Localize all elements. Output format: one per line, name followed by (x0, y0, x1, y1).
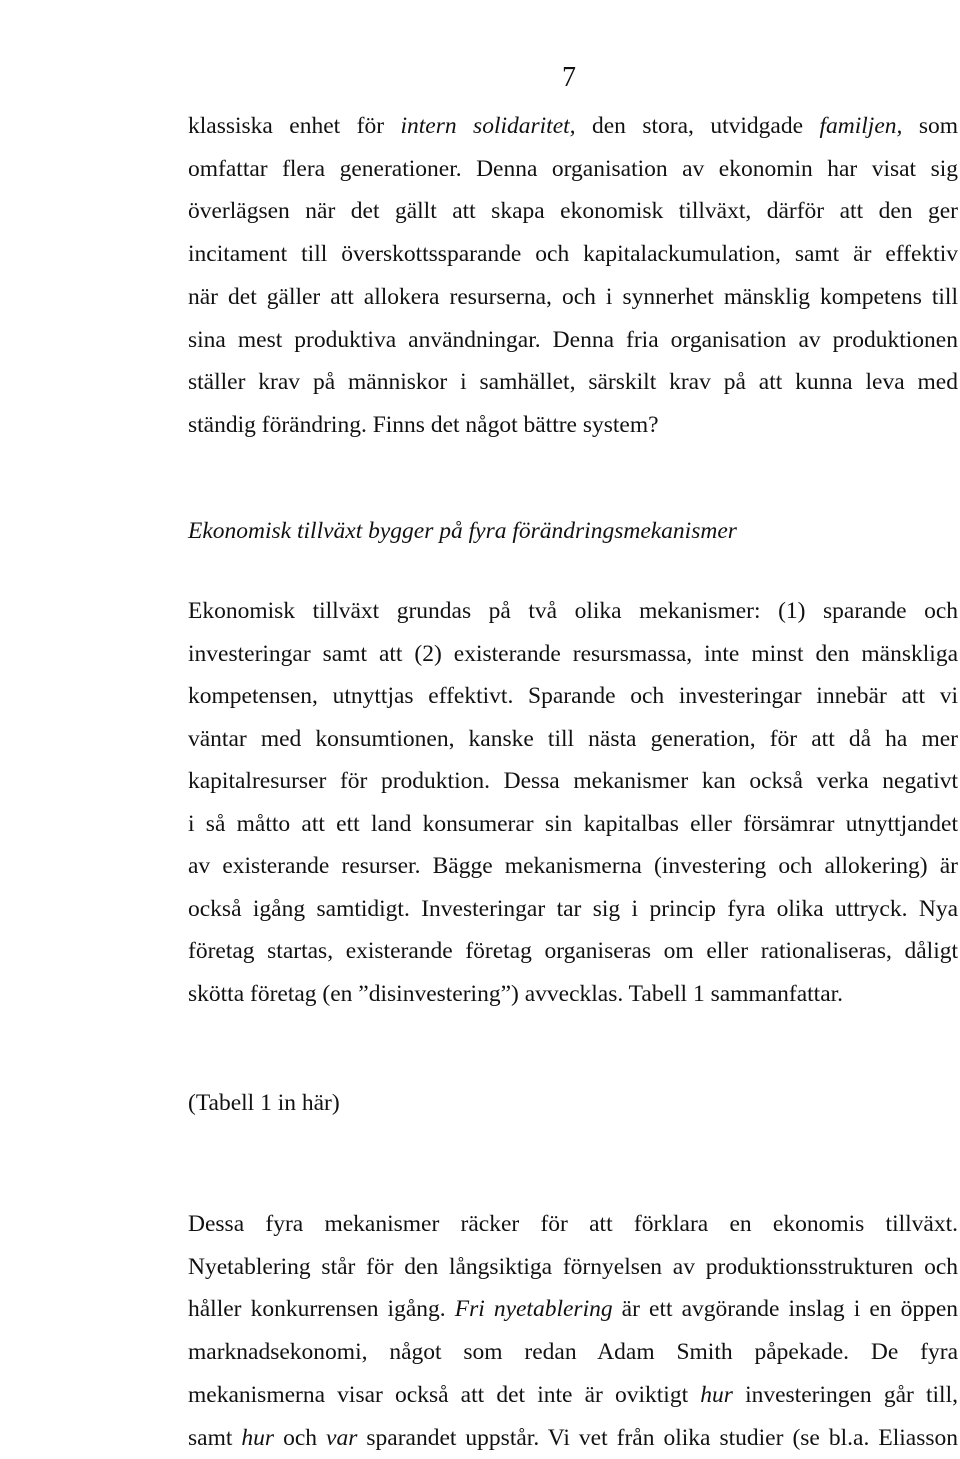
paragraph-2-line-7: av existerande resurser. Bägge mekanismerna (investering och allokering) är (188, 853, 958, 879)
paragraph-1-line-5: när det gäller att allokera resurserna, och i synnerhet mänsklig kompetens till (188, 283, 958, 310)
paragraph-3-line-2: Nyetablering står för den långsiktiga förnyelsen av produktionsstrukturen och (188, 1253, 958, 1280)
section-heading: Ekonomisk tillväxt bygger på fyra förändringsmekanismer (188, 518, 737, 544)
paragraph-2-line-6: i så måtto att ett land konsumerar sin kapitalbas eller försämrar utnyttjandet (188, 810, 958, 837)
paragraph-3-line-3: håller konkurrensen igång. Fri nyetablering är ett avgörande inslag i en öppen (188, 1296, 959, 1323)
emphasis-hur-2: hur (241, 1424, 275, 1451)
table-placeholder: (Tabell 1 in här) (188, 1090, 340, 1116)
paragraph-1-line-7: ställer krav på människor i samhället, särskilt krav på att kunna leva med (188, 369, 958, 396)
paragraph-2-line-3: kompetensen, utnyttjas effektivt. Sparande och investeringar innebär att vi (188, 683, 958, 709)
paragraph-2 (188, 590, 958, 1015)
paragraph-2-line-9: företag startas, existerande företag organiseras om eller rationaliseras, dåligt (188, 938, 958, 964)
emphasis-fri-nyetablering: Fri nyetablering (454, 1296, 613, 1323)
emphasis-var: var (326, 1424, 358, 1451)
paragraph-1-line-1: klassiska enhet för intern solidaritet, den stora, utvidgade familjen, som (188, 113, 959, 139)
paragraph-1-line-6: sina mest produktiva användningar. Denna fria organisation av produktionen (188, 326, 958, 353)
paragraph-1-line-2: omfattar flera generationer. Denna organisation av ekonomin har visat sig (188, 155, 958, 182)
paragraph-1-line-3: överlägsen när det gällt att skapa ekonomisk tillväxt, därför att den ger (188, 198, 958, 225)
page-number: 7 (562, 62, 576, 93)
paragraph-3 (188, 1203, 958, 1459)
paragraph-2-line-2: investeringar samt att (2) existerande resursmassa, inte minst den mänskliga (188, 640, 958, 667)
paragraph-2-line-4: väntar med konsumtionen, kanske till nästa generation, för att då ha mer (188, 725, 958, 752)
paragraph-2-line-1: Ekonomisk tillväxt grundas på två olika mekanismer: (1) sparande och (188, 598, 958, 624)
paragraph-1-line-8: ständig förändring. Finns det något bättre system? (188, 411, 659, 438)
emphasis-intern-solidaritet: intern solidaritet, (400, 113, 576, 139)
paragraph-2-line-10: skötta företag (en ”disinvestering”) avvecklas. Tabell 1 sammanfattar. (188, 980, 844, 1007)
paragraph-3-line-5: mekanismerna visar också att det inte är oviktigt hur investeringen går till, (188, 1381, 958, 1408)
paragraph-1 (188, 105, 958, 447)
paragraph-2-line-8: också igång samtidigt. Investeringar tar sig i princip fyra olika uttryck. Nya (188, 895, 958, 922)
paragraph-3-line-6: samt hur och var sparandet uppstår. Vi vet från olika studier (se bl.a. Eliasson (188, 1424, 958, 1451)
paragraph-2-line-5: kapitalresurser för produktion. Dessa mekanismer kan också verka negativt (188, 768, 958, 794)
emphasis-familjen: familjen, (819, 113, 903, 139)
emphasis-hur: hur (700, 1381, 733, 1408)
paragraph-3-line-1: Dessa fyra mekanismer räcker för att förklara en ekonomis tillväxt. (188, 1211, 958, 1237)
paragraph-3-line-4: marknadsekonomi, något som redan Adam Smith påpekade. De fyra (188, 1339, 958, 1366)
paragraph-1-line-4: incitament till överskottssparande och kapitalackumulation, samt är effektiv (188, 241, 958, 268)
